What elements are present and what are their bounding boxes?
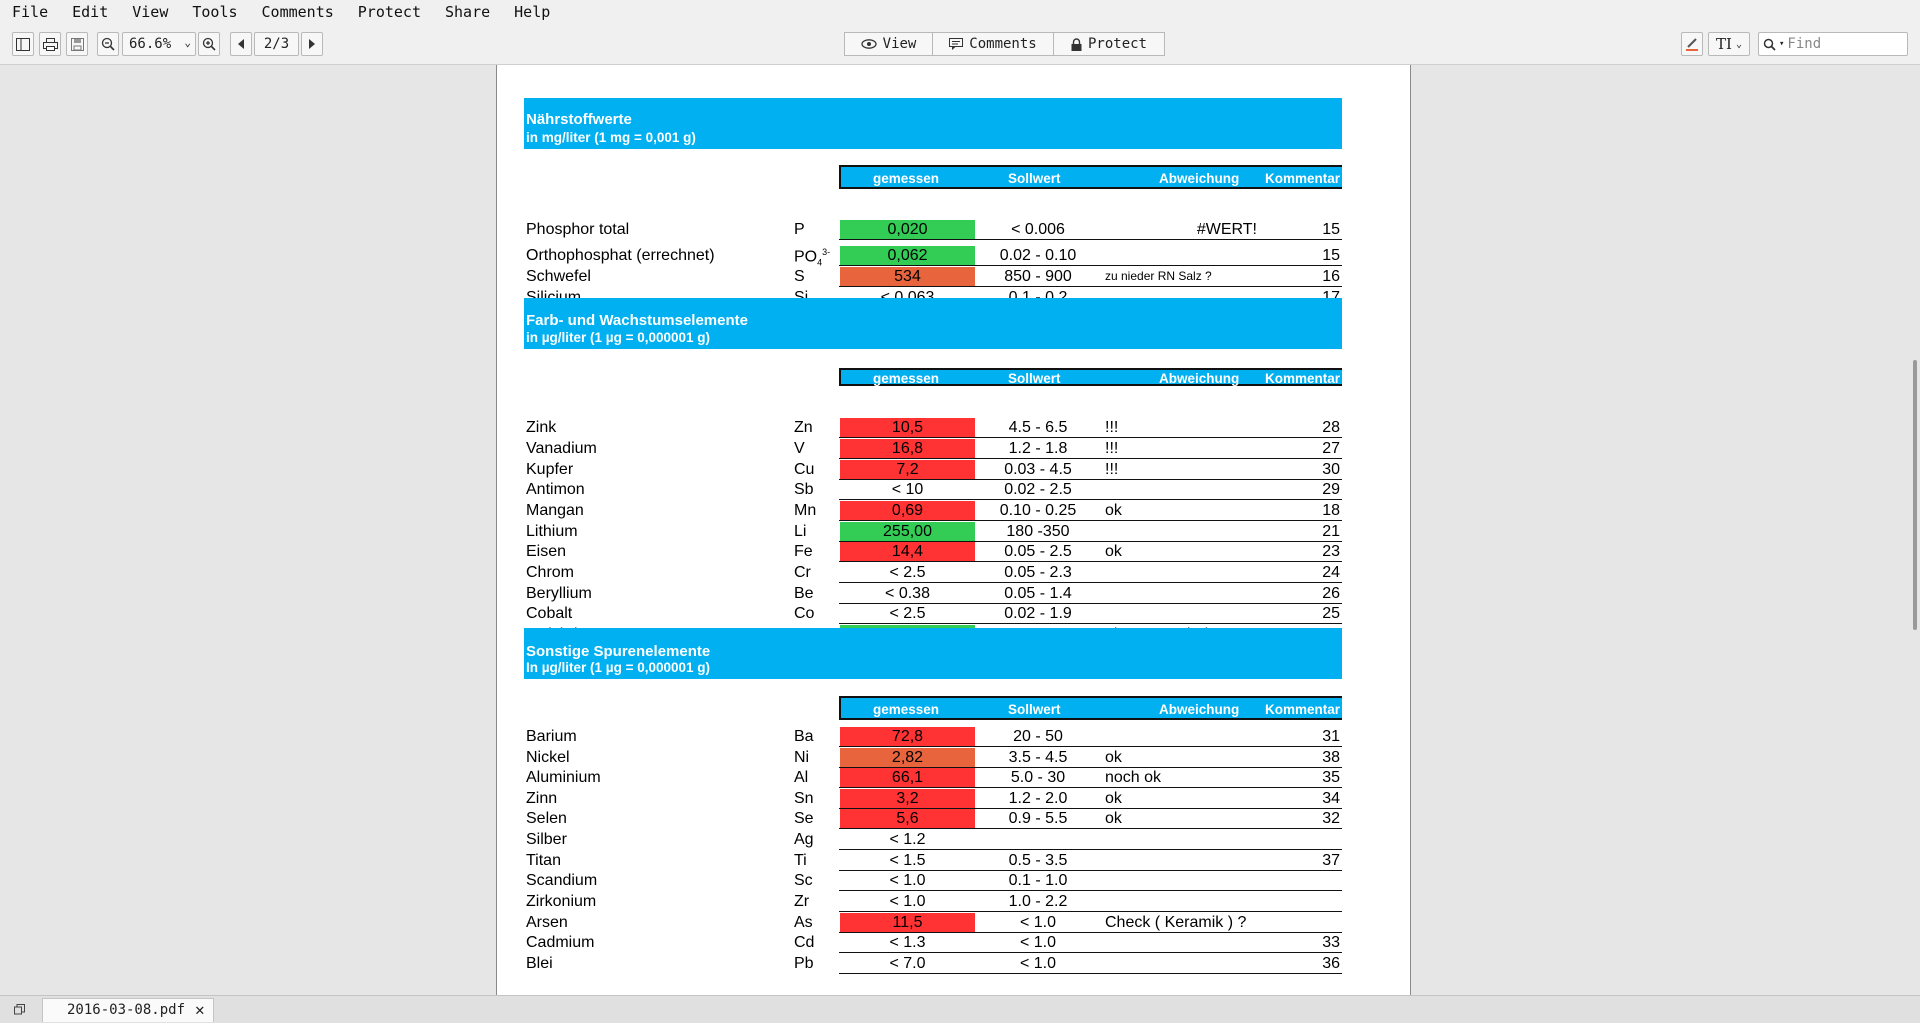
col-kommentar: Kommentar	[1265, 371, 1341, 386]
element-symbol: Cu	[794, 461, 815, 478]
element-symbol: Li	[794, 523, 807, 540]
menu-share[interactable]: Share	[445, 3, 491, 21]
page-indicator-label: 2/3	[263, 36, 290, 52]
row-divider	[839, 458, 1342, 459]
element-symbol: Fe	[794, 543, 813, 560]
element-name: Zinn	[526, 790, 558, 807]
tab-document[interactable]	[42, 998, 214, 1022]
pen-icon	[1685, 37, 1699, 51]
deviation	[1101, 480, 1261, 499]
deviation	[1101, 954, 1261, 973]
col-gemessen: gemessen	[873, 371, 940, 386]
table-header	[839, 696, 1342, 720]
measured-value: < 1.3	[889, 934, 926, 951]
deviation: zu nieder RN Salz ?	[1105, 269, 1212, 283]
comment-number: 34	[1322, 790, 1340, 807]
comment-number: 36	[1322, 955, 1340, 972]
menu-view[interactable]: View	[132, 3, 169, 21]
measured-value: < 2.5	[889, 564, 926, 581]
table-row	[497, 604, 1410, 624]
pdf-page	[497, 65, 1410, 995]
prev-page-button[interactable]	[230, 32, 252, 56]
target-value: 0.05 - 1.4	[1004, 585, 1072, 602]
measured-value: < 1.0	[889, 893, 926, 910]
table-row	[497, 789, 1410, 809]
col-abweichung: Abweichung	[1159, 702, 1240, 717]
find-field[interactable]	[1758, 32, 1908, 56]
table-row	[497, 542, 1410, 562]
target-value: < 1.0	[1019, 934, 1057, 951]
measured-value: < 0.38	[885, 585, 930, 602]
deviation	[1101, 246, 1261, 265]
target-value: 1.2 - 1.8	[1008, 440, 1068, 457]
measured-value: 66,1	[840, 768, 975, 787]
target-value: 5.0 - 30	[1010, 769, 1066, 786]
element-name: Selen	[526, 810, 567, 827]
view-mode-button[interactable]	[844, 32, 933, 56]
col-sollwert: Sollwert	[1008, 171, 1061, 186]
comment-number	[1261, 871, 1340, 890]
comment-number: 29	[1322, 481, 1340, 498]
measured-value: < 7.0	[889, 955, 926, 972]
element-name: Orthophosphat (errechnet)	[526, 247, 715, 264]
col-abweichung: Abweichung	[1159, 171, 1240, 186]
target-value: 0.1 - 1.0	[1008, 872, 1068, 889]
col-gemessen: gemessen	[873, 171, 940, 186]
target-value: 20 - 50	[1013, 728, 1063, 745]
target-value: 0.02 - 1.9	[1004, 605, 1072, 622]
table-header	[839, 368, 1342, 386]
deviation: #WERT!	[1196, 221, 1257, 238]
comments-mode-label: Comments	[969, 36, 1037, 52]
element-symbol: Be	[794, 585, 814, 602]
element-symbol: Ag	[794, 831, 814, 848]
deviation	[1101, 584, 1261, 603]
deviation	[1101, 522, 1261, 541]
tab-bar	[0, 995, 1920, 1023]
element-symbol: Ti	[794, 852, 807, 869]
element-name: Cobalt	[526, 605, 573, 622]
table-row	[497, 871, 1410, 891]
chevron-down-icon: ▾	[1779, 39, 1785, 49]
row-divider	[839, 973, 1342, 974]
element-symbol: Sb	[794, 481, 814, 498]
element-name: Phosphor total	[526, 221, 630, 238]
element-symbol: Pb	[794, 955, 814, 972]
measured-value: < 1.5	[889, 852, 926, 869]
comment-number: 21	[1322, 523, 1340, 540]
table-row	[497, 933, 1410, 953]
table-row	[497, 220, 1410, 240]
row-divider	[839, 787, 1342, 788]
deviation: ok	[1105, 749, 1122, 766]
comment-icon	[949, 38, 963, 50]
menu-file[interactable]: File	[12, 3, 49, 21]
text-tool-button[interactable]	[1708, 32, 1750, 56]
measured-value: 7,2	[840, 460, 975, 479]
target-value: 0.05 - 2.5	[1004, 543, 1072, 560]
element-name: Mangan	[526, 502, 584, 519]
target-value: 0.10 - 0.25	[999, 502, 1077, 519]
page-indicator[interactable]	[254, 32, 299, 56]
measured-value: 16,8	[840, 439, 975, 458]
col-abweichung: Abweichung	[1159, 371, 1240, 386]
measured-value: 3,2	[840, 789, 975, 808]
deviation: !!!	[1105, 419, 1119, 436]
row-divider	[839, 561, 1342, 562]
row-divider	[839, 623, 1342, 624]
measured-value: 5,6	[840, 809, 975, 828]
element-name: Blei	[526, 955, 553, 972]
save-icon	[71, 38, 84, 51]
element-symbol: $PO_4^{3-}$	[794, 247, 831, 268]
row-divider	[839, 849, 1342, 850]
element-name: Zink	[526, 419, 557, 436]
element-name: Arsen	[526, 914, 568, 931]
menu-edit[interactable]: Edit	[72, 3, 109, 21]
deviation	[1101, 563, 1261, 582]
deviation: !!!	[1105, 440, 1119, 457]
comment-number: 24	[1322, 564, 1340, 581]
measured-value: 10,5	[840, 418, 975, 437]
comment-number	[1261, 892, 1340, 911]
deviation: ok	[1105, 543, 1122, 560]
table-row	[497, 727, 1410, 747]
comment-number: 15	[1322, 247, 1340, 264]
comment-number: 28	[1322, 419, 1340, 436]
row-divider	[839, 499, 1342, 500]
comment-number: 23	[1322, 543, 1340, 560]
target-value: 1.0 - 2.2	[1008, 893, 1068, 910]
element-name: Titan	[526, 852, 561, 869]
highlight-button[interactable]	[1681, 32, 1703, 56]
element-name: Zirkonium	[526, 893, 597, 910]
measured-value: 11,5	[840, 913, 975, 932]
measured-value: < 2.5	[889, 605, 926, 622]
element-name: Lithium	[526, 523, 578, 540]
menu-protect[interactable]: Protect	[357, 3, 421, 21]
element-symbol: P	[794, 221, 805, 238]
deviation	[1101, 604, 1261, 623]
element-name: Beryllium	[526, 585, 592, 602]
row-divider	[839, 828, 1342, 829]
element-name: Scandium	[526, 872, 598, 889]
comment-number: 37	[1322, 852, 1340, 869]
comment-number: 16	[1322, 268, 1340, 285]
chevron-right-icon	[308, 39, 316, 49]
section-subtitle: in mg/liter (1 mg = 0,001 g)	[526, 130, 696, 145]
element-symbol: Cd	[794, 934, 815, 951]
zoom-select[interactable]	[122, 32, 196, 56]
print-icon	[43, 38, 58, 51]
measured-value: 14,4	[840, 542, 975, 561]
zoom-out-button[interactable]	[97, 32, 119, 56]
element-symbol: Ni	[794, 749, 810, 766]
table-row	[497, 830, 1410, 850]
measured-value: < 1.2	[889, 831, 926, 848]
target-value: 0.5 - 3.5	[1008, 852, 1068, 869]
element-name: Kupfer	[526, 461, 574, 478]
target-value: 1.2 - 2.0	[1008, 790, 1068, 807]
element-name: Aluminium	[526, 769, 601, 786]
table-row	[497, 460, 1410, 480]
table-row	[497, 851, 1410, 871]
table-row	[497, 768, 1410, 788]
section-header-farbelemente	[524, 298, 1342, 349]
element-symbol: Al	[794, 769, 809, 786]
close-icon[interactable]: ✕	[195, 1000, 205, 1019]
comment-number: 31	[1322, 728, 1340, 745]
next-page-button[interactable]	[301, 32, 323, 56]
element-symbol: S	[794, 268, 805, 285]
search-icon	[1763, 38, 1776, 51]
deviation: noch ok	[1105, 769, 1162, 786]
measured-value: 72,8	[840, 727, 975, 746]
target-value: 0.02 - 2.5	[1004, 481, 1072, 498]
deviation: !!!	[1105, 461, 1119, 478]
measured-value: 255,00	[840, 522, 975, 541]
chevron-down-icon: ⌄	[184, 36, 191, 49]
comment-number	[1261, 830, 1340, 849]
comments-mode-button[interactable]	[932, 32, 1054, 56]
comment-number: 26	[1322, 585, 1340, 602]
comment-number: 25	[1322, 605, 1340, 622]
target-value: 4.5 - 6.5	[1008, 419, 1068, 436]
section-title: Nährstoffwerte	[526, 111, 632, 128]
element-symbol: Zr	[794, 893, 810, 910]
zoom-out-icon	[101, 37, 115, 51]
target-value	[975, 830, 1101, 849]
element-symbol: Ba	[794, 728, 814, 745]
save-button[interactable]	[66, 32, 88, 56]
section-subtitle: in µg/liter (1 µg = 0,000001 g)	[526, 330, 710, 345]
deviation	[1101, 830, 1261, 849]
row-divider	[839, 911, 1342, 912]
page-border-right	[1410, 65, 1411, 995]
element-symbol: Zn	[794, 419, 813, 436]
comment-number	[1261, 913, 1340, 932]
comment-number: 33	[1322, 934, 1340, 951]
deviation: ok	[1105, 502, 1122, 519]
element-name: Antimon	[526, 481, 585, 498]
table-row	[497, 501, 1410, 521]
element-name: Barium	[526, 728, 577, 745]
target-value: 850 - 900	[1004, 268, 1072, 285]
deviation	[1101, 727, 1261, 746]
col-sollwert: Sollwert	[1008, 371, 1061, 386]
table-row	[497, 954, 1410, 974]
element-name: Eisen	[526, 543, 567, 560]
row-divider	[839, 890, 1342, 891]
row-divider	[839, 286, 1342, 287]
deviation: Check ( Keramik ) ?	[1105, 914, 1247, 931]
element-name: Cadmium	[526, 934, 595, 951]
table-row	[497, 563, 1410, 583]
col-kommentar: Kommentar	[1265, 171, 1341, 186]
text-cursor-icon: TI	[1716, 35, 1732, 53]
deviation: ok	[1105, 810, 1122, 827]
zoom-in-icon	[202, 37, 216, 51]
target-value: 0.02 - 0.10	[999, 247, 1077, 264]
target-value: 0.9 - 5.5	[1008, 810, 1068, 827]
document-viewer[interactable]	[0, 65, 1920, 995]
element-symbol: Sn	[794, 790, 814, 807]
comment-number: 32	[1322, 810, 1340, 827]
measured-value: 534	[840, 267, 975, 286]
table-row	[497, 892, 1410, 912]
element-name: Silber	[526, 831, 567, 848]
menu-tools[interactable]: Tools	[192, 3, 238, 21]
measured-value: 0,062	[840, 246, 975, 265]
scrollbar-thumb[interactable]	[1913, 360, 1917, 630]
element-name: Nickel	[526, 749, 570, 766]
chevron-down-icon: ⌄	[1735, 38, 1742, 50]
comment-number: 35	[1322, 769, 1340, 786]
element-symbol: Cr	[794, 564, 811, 581]
menu-help[interactable]: Help	[514, 3, 551, 21]
element-symbol: Se	[794, 810, 814, 827]
col-kommentar: Kommentar	[1265, 702, 1341, 717]
row-divider	[839, 746, 1342, 747]
target-value: 0.03 - 4.5	[1004, 461, 1072, 478]
protect-mode-button[interactable]	[1053, 32, 1165, 56]
section-title: Farb- und Wachstumselemente	[526, 312, 748, 329]
deviation	[1101, 892, 1261, 911]
eye-icon	[861, 39, 877, 49]
print-button[interactable]	[39, 32, 61, 56]
col-gemessen: gemessen	[873, 702, 940, 717]
menubar	[0, 0, 1920, 24]
table-row	[497, 246, 1410, 266]
element-name: Chrom	[526, 564, 575, 581]
comment-number: 38	[1322, 749, 1340, 766]
table-row	[497, 748, 1410, 768]
restore-window-icon[interactable]	[14, 1004, 25, 1015]
table-row	[497, 267, 1410, 287]
target-value: < 1.0	[1019, 914, 1057, 931]
row-divider	[839, 952, 1342, 953]
section-title: Sonstige Spurenelemente	[526, 643, 711, 660]
comment-number: 18	[1322, 502, 1340, 519]
measured-value: 0,69	[840, 501, 975, 520]
element-name: Schwefel	[526, 268, 591, 285]
element-name: Vanadium	[526, 440, 597, 457]
table-row	[497, 522, 1410, 542]
measured-value: 0,020	[840, 220, 975, 239]
measured-value: < 10	[891, 481, 924, 498]
zoom-in-button[interactable]	[198, 32, 220, 56]
deviation	[1101, 871, 1261, 890]
target-value: 180 -350	[1006, 523, 1070, 540]
table-row	[497, 480, 1410, 500]
symbol-superscript: 3-	[822, 247, 831, 257]
measured-value: 2,82	[840, 748, 975, 767]
target-value: < 1.0	[1019, 955, 1057, 972]
symbol-subscript: 4	[817, 257, 823, 268]
table-row	[497, 439, 1410, 459]
protect-mode-label: Protect	[1087, 36, 1147, 52]
element-symbol: V	[794, 440, 805, 457]
element-symbol: Mn	[794, 502, 817, 519]
element-symbol: Co	[794, 605, 815, 622]
toolbar	[0, 24, 1920, 65]
sidebar-toggle-button[interactable]	[12, 32, 34, 56]
deviation: ok	[1105, 790, 1122, 807]
table-row	[497, 809, 1410, 829]
section-header-naehrstoffe	[524, 98, 1342, 149]
comment-number: 15	[1322, 221, 1340, 238]
vertical-scrollbar[interactable]	[1910, 65, 1920, 995]
deviation	[1101, 933, 1261, 952]
table-row	[497, 913, 1410, 933]
element-symbol: As	[794, 914, 813, 931]
comment-number: 27	[1322, 440, 1340, 457]
section-subtitle: In µg/liter (1 µg = 0,000001 g)	[526, 660, 710, 675]
measured-value: < 1.0	[889, 872, 926, 889]
row-divider	[839, 265, 1342, 266]
view-mode-label: View	[882, 36, 917, 52]
sidebar-icon	[16, 38, 30, 51]
deviation	[1101, 851, 1261, 870]
tab-label: 2016-03-08.pdf	[67, 1002, 186, 1018]
row-divider	[839, 239, 1342, 240]
row-divider	[839, 437, 1342, 438]
lock-icon	[1071, 38, 1082, 51]
col-sollwert: Sollwert	[1008, 702, 1061, 717]
row-divider	[839, 520, 1342, 521]
table-row	[497, 584, 1410, 604]
menu-comments[interactable]: Comments	[261, 3, 334, 21]
section-header-spurenelemente	[524, 628, 1342, 679]
comment-number: 30	[1322, 461, 1340, 478]
find-placeholder: Find	[1787, 36, 1822, 52]
chevron-left-icon	[237, 39, 245, 49]
target-value: 3.5 - 4.5	[1008, 749, 1068, 766]
target-value: 0.05 - 2.3	[1004, 564, 1072, 581]
table-row	[497, 418, 1410, 438]
zoom-value: 66.6%	[129, 36, 172, 52]
row-divider	[839, 582, 1342, 583]
target-value: < 0.006	[1011, 221, 1065, 238]
element-symbol: Sc	[794, 872, 813, 889]
table-header	[839, 165, 1342, 189]
